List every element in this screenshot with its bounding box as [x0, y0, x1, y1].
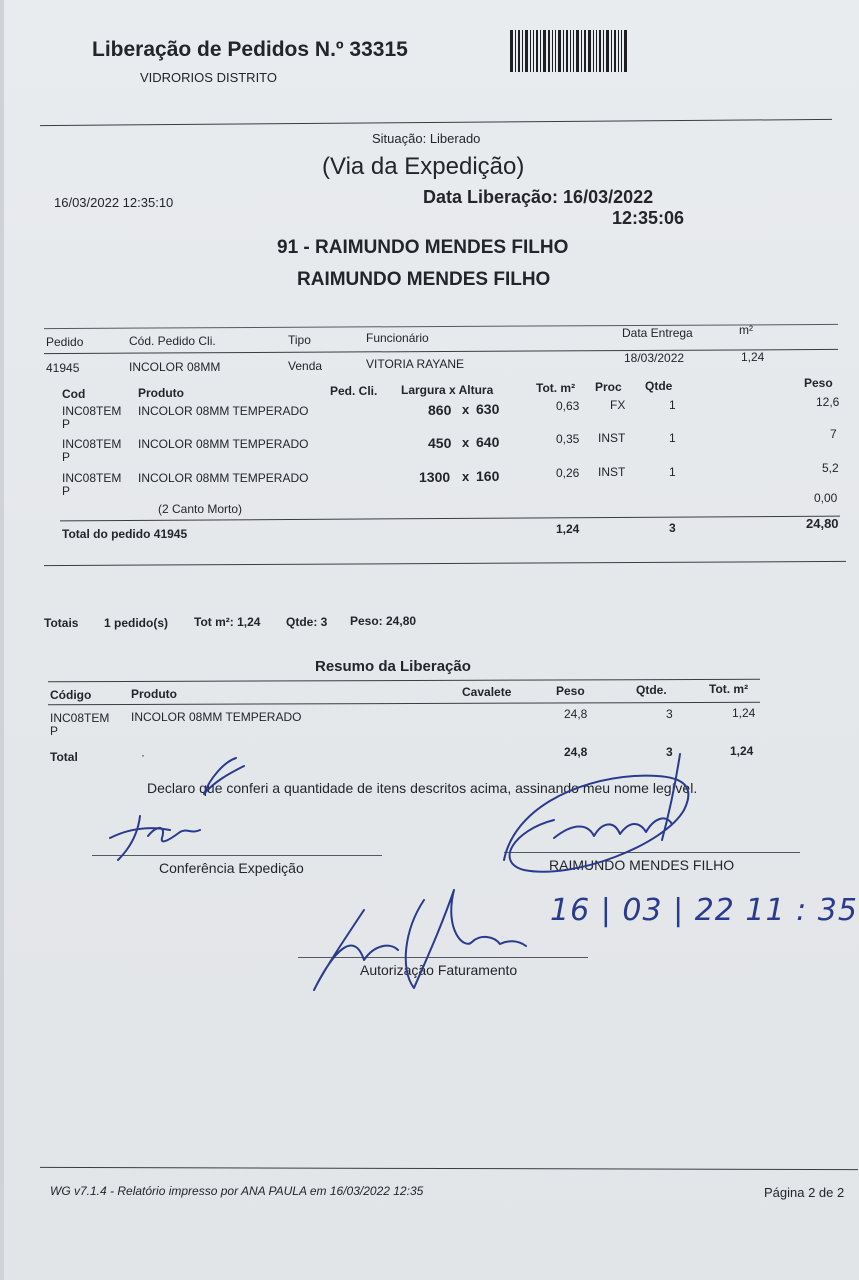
item-col-proc: Proc — [595, 380, 622, 394]
summary-col-qtde: Qtde. — [636, 683, 667, 697]
barcode-bar — [606, 30, 609, 72]
barcode-bar — [596, 30, 597, 72]
item-qtde: 1 — [669, 398, 676, 412]
item-cod-suffix: P — [62, 417, 71, 431]
client-name: RAIMUNDO MENDES FILHO — [297, 269, 551, 290]
item-qtde: 1 — [669, 431, 676, 445]
autorizacao-signature — [304, 870, 534, 1000]
barcode-bar — [588, 30, 591, 72]
summary-col-peso: Peso — [556, 684, 585, 698]
item-product: INCOLOR 08MM TEMPERADO — [138, 404, 309, 418]
totals-qtde: Qtde: 3 — [286, 615, 328, 629]
summary-col-codigo: Código — [50, 688, 92, 702]
item-tot-m2: 0,63 — [556, 399, 580, 413]
copy-type: (Via da Expedição) — [322, 153, 525, 180]
barcode-bar — [581, 30, 582, 72]
item-tot-m2: 0,26 — [556, 466, 580, 480]
col-tipo: Tipo — [288, 333, 311, 347]
barcode-bar — [593, 30, 594, 72]
item-height: 630 — [476, 401, 500, 417]
summary-code: INC08TEM — [50, 711, 110, 725]
item-x: x — [462, 435, 470, 450]
item-cod: INC08TEM — [62, 404, 122, 418]
item-col-tot-m2: Tot. m² — [536, 381, 576, 395]
canto-morto-note: (2 Canto Morto) — [158, 502, 243, 516]
release-time: 12:35:06 — [612, 208, 685, 228]
barcode-bar — [563, 30, 564, 72]
barcode-bar — [558, 30, 561, 72]
item-peso: 5,2 — [822, 461, 839, 475]
order-number: 41945 — [46, 361, 80, 375]
item-tot-m2: 0,35 — [556, 432, 580, 446]
summary-total-tot-m2: 1,24 — [730, 744, 754, 758]
barcode-bar — [533, 30, 534, 72]
item-peso: 7 — [830, 427, 837, 441]
divider — [44, 561, 846, 566]
summary-product: INCOLOR 08MM TEMPERADO — [131, 710, 302, 724]
col-data-entrega: Data Entrega — [622, 326, 693, 340]
document-title: Liberação de Pedidos N.º 33315 — [92, 38, 408, 61]
summary-col-tot-m2: Tot. m² — [709, 682, 749, 696]
item-height: 640 — [476, 434, 500, 450]
summary-total-dot: · — [141, 748, 145, 762]
summary-qtde: 3 — [666, 707, 673, 721]
totals-peso: Peso: 24,80 — [350, 614, 417, 628]
summary-col-cavalete: Cavalete — [462, 685, 512, 699]
item-qtde: 1 — [669, 465, 676, 479]
barcode-bar — [536, 30, 538, 72]
order-total-qtde: 3 — [669, 521, 676, 535]
divider — [48, 702, 760, 705]
barcode-bar — [603, 30, 604, 72]
barcode — [510, 30, 650, 72]
barcode-bar — [555, 30, 556, 72]
divider — [44, 324, 838, 329]
divider — [60, 516, 840, 522]
page-number: Página 2 de 2 — [764, 1185, 845, 1200]
client-code-name: 91 - RAIMUNDO MENDES FILHO — [277, 237, 569, 258]
order-type: Venda — [288, 359, 323, 373]
item-width: 450 — [428, 435, 452, 451]
summary-peso: 24,8 — [564, 707, 588, 721]
barcode-bar — [576, 30, 579, 72]
order-total-peso: 24,80 — [806, 516, 839, 531]
barcode-bar — [566, 30, 568, 72]
summary-title: Resumo da Liberação — [315, 658, 471, 675]
item-peso: 12,6 — [816, 395, 840, 409]
summary-col-produto: Produto — [131, 687, 177, 701]
barcode-bar — [614, 30, 616, 72]
item-product: INCOLOR 08MM TEMPERADO — [138, 471, 309, 485]
barcode-bar — [515, 30, 516, 72]
totals-orders: 1 pedido(s) — [104, 616, 169, 630]
summary-total-label: Total — [50, 750, 78, 764]
item-width: 860 — [428, 402, 452, 418]
barcode-bar — [540, 30, 541, 72]
item-cod-suffix: P — [62, 484, 71, 498]
barcode-bar — [552, 30, 553, 72]
barcode-bar — [525, 30, 528, 72]
barcode-bar — [548, 30, 550, 72]
footer-print-info: WG v7.1.4 - Relatório impresso por ANA PAULA em 16/03/2022 12:35 — [50, 1184, 424, 1198]
divider — [44, 349, 838, 354]
item-cod: INC08TEM — [62, 471, 122, 485]
summary-tot-m2: 1,24 — [732, 706, 756, 720]
declaration-text: Declaro que conferi a quantidade de itens descritos acima, assinando meu nome legível. — [147, 780, 698, 796]
item-col-ped-cli: Ped. Cli. — [330, 384, 378, 398]
order-total-m2: 1,24 — [556, 522, 580, 536]
company-name: VIDRORIOS DISTRITO — [140, 70, 277, 85]
summary-total-qtde: 3 — [666, 745, 673, 759]
col-funcionario: Funcionário — [366, 331, 429, 345]
barcode-bar — [611, 30, 612, 72]
divider — [40, 1167, 858, 1170]
signature-label-autorizacao: Autorização Faturamento — [360, 962, 518, 978]
item-x: x — [462, 402, 470, 417]
item-col-qtde: Qtde — [645, 379, 673, 393]
divider — [48, 679, 760, 682]
handwritten-date: 16 | 03 | 22 11 : 35 — [550, 893, 858, 928]
barcode-bar — [584, 30, 586, 72]
item-proc: INST — [598, 431, 626, 445]
item-x: x — [462, 469, 470, 484]
divider — [40, 119, 832, 126]
client-signature — [484, 740, 724, 890]
barcode-bar — [530, 30, 531, 72]
item-product: INCOLOR 08MM TEMPERADO — [138, 437, 309, 451]
barcode-bar — [618, 30, 619, 72]
item-cod-suffix: P — [62, 450, 71, 464]
item-col-produto: Produto — [138, 386, 184, 400]
summary-total-peso: 24,8 — [564, 745, 588, 759]
item-col-peso: Peso — [804, 376, 833, 390]
col-m2: m² — [739, 323, 753, 337]
totals-label: Totais — [44, 616, 79, 630]
barcode-bar — [510, 30, 513, 72]
item-proc: INST — [598, 465, 626, 479]
order-employee: VITORIA RAYANE — [366, 357, 465, 371]
item-col-cod: Cod — [62, 387, 86, 401]
barcode-bar — [518, 30, 520, 72]
item-width: 1300 — [419, 469, 451, 485]
item-proc: FX — [610, 398, 626, 412]
barcode-bar — [599, 30, 601, 72]
status-text: Situação: Liberado — [372, 131, 481, 146]
item-col-largura-altura: Largura x Altura — [401, 383, 494, 397]
order-delivery-date: 18/03/2022 — [624, 351, 685, 365]
col-cod-cli: Cód. Pedido Cli. — [129, 334, 216, 348]
barcode-bar — [522, 30, 523, 72]
release-date: Data Liberação: 16/03/2022 — [423, 187, 654, 207]
item-cod: INC08TEM — [62, 437, 122, 451]
order-m2: 1,24 — [741, 350, 765, 364]
signature-label-conferencia: Conferência Expedição — [159, 860, 304, 876]
canto-morto-peso: 0,00 — [814, 491, 838, 505]
item-height: 160 — [476, 468, 500, 484]
barcode-bar — [570, 30, 571, 72]
signature-label-cliente: RAIMUNDO MENDES FILHO — [549, 857, 735, 873]
document-page — [4, 0, 859, 1280]
barcode-bar — [624, 30, 627, 72]
barcode-bar — [621, 30, 622, 72]
declaration-flourish — [144, 752, 254, 802]
print-timestamp: 16/03/2022 12:35:10 — [54, 195, 174, 210]
conferencia-signature — [100, 808, 220, 868]
col-pedido: Pedido — [46, 335, 84, 349]
summary-code-suffix: P — [50, 724, 59, 738]
order-client-code: INCOLOR 08MM — [129, 360, 221, 374]
order-total-label: Total do pedido 41945 — [62, 527, 188, 541]
barcode-bar — [543, 30, 546, 72]
totals-m2: Tot m²: 1,24 — [194, 615, 261, 629]
barcode-bar — [573, 30, 574, 72]
